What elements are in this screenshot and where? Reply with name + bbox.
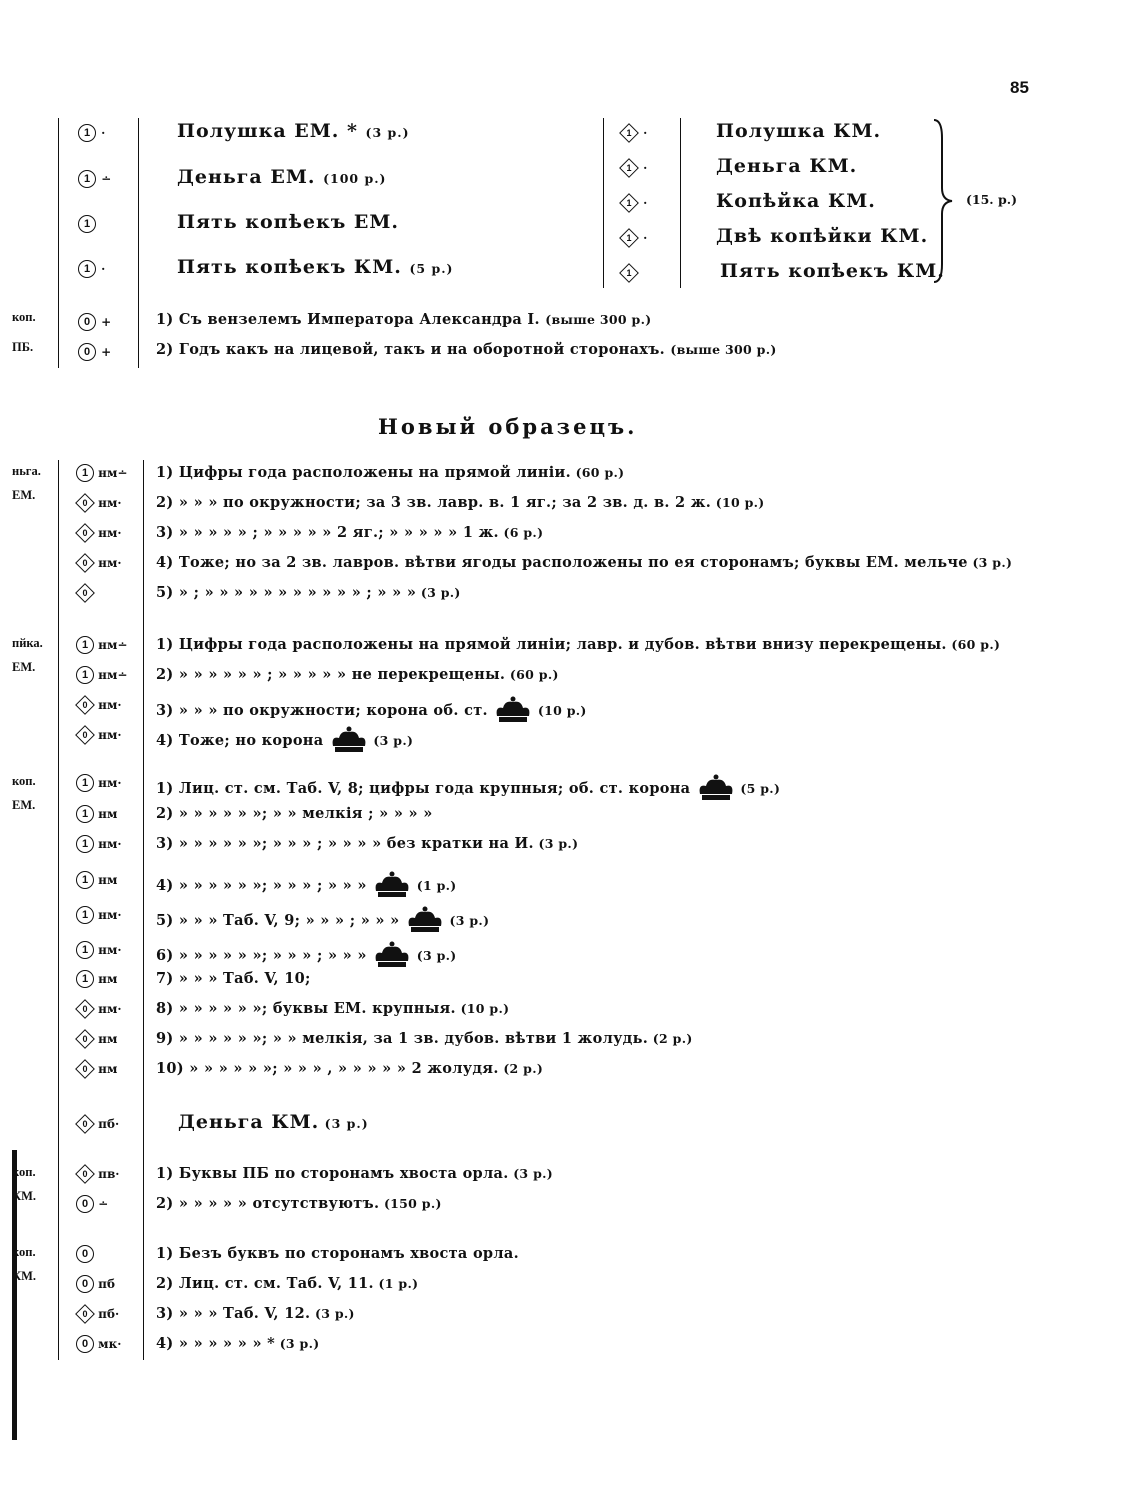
- circle-mark-icon: 1: [76, 871, 94, 889]
- left-label: ньга.: [12, 464, 41, 478]
- price-note: (3 р.): [416, 585, 461, 600]
- price-note: (5 р.): [735, 781, 781, 796]
- diamond-mark-icon: 0: [76, 554, 94, 572]
- left-label: коп.: [12, 310, 36, 324]
- mark: [76, 968, 117, 988]
- mark-code: нм: [94, 873, 118, 887]
- group-brace: [928, 118, 958, 284]
- mark: 1 ·: [78, 122, 105, 142]
- circle-mark-icon: 1: [76, 636, 94, 654]
- item-text: [156, 666, 559, 683]
- mark-code: пб: [94, 1277, 115, 1291]
- mark-code: нм·: [94, 943, 122, 957]
- item-text: [156, 584, 461, 601]
- left-label: ЕМ.: [12, 660, 36, 674]
- item-text: Пять копѣекъ КМ.: [720, 260, 945, 282]
- price-note: (60 р.): [946, 637, 1001, 652]
- mark: [76, 582, 94, 602]
- item-description: 1) Цифры года расположены на прямой линіи.: [156, 464, 571, 481]
- mark: [76, 939, 122, 959]
- diamond-mark-icon: 0: [76, 1030, 94, 1048]
- diamond-mark-icon: 0: [76, 524, 94, 542]
- item-description: 5) » » » Таб. V, 9; » » » ; » » »: [156, 912, 400, 929]
- mark: 1 ·: [620, 157, 647, 177]
- mark: [76, 904, 122, 924]
- price-note: (150 р.): [379, 1196, 442, 1211]
- item-description: 2) » » » » » » ; » » » » » не перекрещены.: [156, 666, 506, 683]
- left-label: коп.: [12, 1245, 36, 1259]
- item-text: [156, 1060, 543, 1077]
- item-text: [156, 1305, 355, 1322]
- item-description: 1) Буквы ПБ по сторонамъ хвоста орла.: [156, 1165, 509, 1182]
- mark-code: пб·: [94, 1307, 120, 1321]
- circle-mark-icon: 1: [76, 970, 94, 988]
- item-description: 1) Безъ буквъ по сторонамъ хвоста орла.: [156, 1245, 519, 1262]
- price-note: (3 р.): [319, 1116, 369, 1131]
- mark: [76, 492, 122, 512]
- item-text: [156, 554, 1012, 571]
- rule-mid: [138, 118, 139, 368]
- price-note: (60 р.): [570, 465, 625, 480]
- mark: 1 ·: [78, 258, 105, 278]
- mark-code: нм·: [94, 556, 122, 570]
- mark: 1 ·: [620, 192, 647, 212]
- circle-mark-icon: 0: [76, 1335, 94, 1353]
- price-note: (3 р.): [412, 948, 457, 963]
- price-note: (2 р.): [498, 1061, 544, 1076]
- diamond-mark-icon: 0: [76, 726, 94, 744]
- item-description: 9) » » » » » »; » » мелкія, за 1 зв. дубов. вѣтви 1 жолудь.: [156, 1030, 649, 1047]
- item-description: 3) » » » по окружности; корона об. ст.: [156, 702, 488, 719]
- mark: 1: [78, 213, 96, 233]
- left-label: ЕМ.: [12, 488, 36, 502]
- circle-mark-icon: 1: [76, 835, 94, 853]
- mark: [76, 869, 117, 889]
- item-description: 4) Тоже; но корона: [156, 732, 324, 749]
- mark-code: мк·: [94, 1337, 122, 1351]
- mark-code: нм·: [94, 526, 122, 540]
- item-text: [156, 835, 578, 852]
- mark: 1 ·: [620, 122, 647, 142]
- item-text: [156, 1275, 418, 1292]
- item-text: [156, 494, 765, 511]
- price-note: (10 р.): [455, 1001, 510, 1016]
- item-description: 8) » » » » » »; буквы ЕМ. крупныя.: [156, 1000, 456, 1017]
- mark: [76, 1333, 121, 1353]
- item-description: 10) » » » » » »; » » » , » » » » » 2 жолудя.: [156, 1060, 499, 1077]
- item-description: 7) » » » Таб. V, 10;: [156, 970, 311, 987]
- left-label: КМ.: [12, 1189, 36, 1203]
- price-note: (1 р.): [373, 1276, 419, 1291]
- item-title: Деньга КМ.: [178, 1111, 320, 1133]
- left-label: ЕМ.: [12, 798, 36, 812]
- mark: [76, 1163, 119, 1183]
- circle-mark-icon: 1: [76, 941, 94, 959]
- item-description: 1) Цифры года расположены на прямой линіи; лавр. и дубов. вѣтви внизу перекрещены.: [156, 636, 947, 653]
- mark: 0 +: [78, 311, 111, 331]
- item-text: [156, 524, 543, 541]
- mark: 0 +: [78, 341, 111, 361]
- item-text: Копѣйка КМ.: [716, 190, 876, 212]
- item-text: [156, 636, 1000, 653]
- mark-code: нм·: [94, 698, 122, 712]
- price-note: (3 р.): [533, 836, 579, 851]
- item-text: [156, 805, 433, 822]
- rule-left: [58, 118, 59, 368]
- mark: [76, 1028, 117, 1048]
- mark-code: нм·: [94, 1002, 122, 1016]
- mark: [76, 1273, 115, 1293]
- item-text: [156, 1000, 509, 1017]
- price-note: (3 р.): [275, 1336, 320, 1351]
- price-note: (10 р.): [533, 703, 587, 718]
- item-text: Пять копѣекъ ЕМ.: [177, 211, 400, 233]
- mark: [76, 833, 122, 853]
- item-description: 4) » » » » » » *: [156, 1335, 276, 1352]
- item-description: 2) » » » » » отсутствуютъ.: [156, 1195, 380, 1212]
- item-text: Деньга ЕМ. (100 р.): [177, 166, 387, 188]
- item-text: [156, 464, 624, 481]
- item-description: 4) » » » » » »; » » » ; » » »: [156, 877, 367, 894]
- item-text: [178, 1111, 369, 1133]
- item-text: [156, 1195, 442, 1212]
- item-text: [156, 1335, 319, 1352]
- item-description: 2) » » » » » »; » » мелкія ; » » » »: [156, 805, 433, 822]
- item-text: [156, 871, 457, 901]
- price-note: (6 р.): [498, 525, 544, 540]
- item-text: [156, 1165, 553, 1182]
- circle-mark-icon: 0: [76, 1275, 94, 1293]
- item-description: 3) » » » » » »; » » » ; » » » » без кратки на И.: [156, 835, 534, 852]
- section-title: Новый образецъ.: [378, 414, 638, 439]
- diamond-mark-icon: 0: [76, 1000, 94, 1018]
- price-note: (10 р.): [711, 495, 765, 510]
- mark: [76, 1113, 119, 1133]
- crown-icon: [696, 774, 736, 804]
- item-text: Деньга КМ.: [716, 155, 858, 177]
- item-text: Полушка КМ.: [716, 120, 882, 142]
- item-text: Полушка ЕМ. * (3 р.): [177, 120, 410, 142]
- mark: [76, 1303, 119, 1323]
- mark-code: нм: [94, 807, 118, 821]
- diamond-mark-icon: 0: [76, 1165, 94, 1183]
- circle-mark-icon: 1: [76, 906, 94, 924]
- item-text: [156, 696, 587, 726]
- mark: [76, 1058, 117, 1078]
- mark-code: пб·: [94, 1117, 120, 1131]
- item-text: Двѣ копѣйки КМ.: [716, 225, 929, 247]
- item-text: [156, 1245, 519, 1262]
- item-description: 3) » » » » » ; » » » » » 2 яг.; » » » » » 1 ж.: [156, 524, 499, 541]
- item-description: 2) Лиц. ст. см. Таб. V, 11.: [156, 1275, 374, 1292]
- price-note: (3 р.): [444, 913, 490, 928]
- left-label: ПБ.: [12, 340, 34, 354]
- mark-code: пв·: [94, 1167, 120, 1181]
- item-text: 1) Съ вензелемъ Императора Александра I. (выше 300 р.): [156, 311, 652, 328]
- item-text: [156, 941, 457, 971]
- mark-code: нм·: [94, 908, 122, 922]
- mark: 1 ∸: [78, 168, 111, 188]
- left-label: коп.: [12, 774, 36, 788]
- item-description: 5) » ; » » » » » » » » » » » ; » » »: [156, 584, 417, 601]
- mark-code: нм: [94, 972, 118, 986]
- circle-mark-icon: 1: [76, 464, 94, 482]
- price-note: (3 р.): [967, 555, 1013, 570]
- price-note: (3 р.): [508, 1166, 553, 1181]
- price-note: (60 р.): [505, 667, 559, 682]
- mark: [76, 1243, 94, 1263]
- item-text: [156, 970, 311, 987]
- mark: [76, 694, 122, 714]
- left-label: коп.: [12, 1165, 36, 1179]
- crown-icon: [372, 941, 412, 971]
- mark: [76, 772, 122, 792]
- mark: [76, 552, 122, 572]
- mark-code: нм∸: [94, 638, 128, 652]
- price-note: (3 р.): [310, 1306, 355, 1321]
- circle-mark-icon: 1: [76, 774, 94, 792]
- item-description: 1) Лиц. ст. см. Таб. V, 8; цифры года крупныя; об. ст. корона: [156, 780, 691, 797]
- item-description: 6) » » » » » »; » » » ; » » »: [156, 947, 367, 964]
- mark-code: ∸: [94, 1197, 109, 1211]
- crown-icon: [372, 871, 412, 901]
- crown-icon: [405, 906, 445, 936]
- diamond-mark-icon: 0: [76, 494, 94, 512]
- mark: [76, 803, 117, 823]
- mark: [76, 634, 127, 654]
- diamond-mark-icon: 0: [76, 1060, 94, 1078]
- item-description: 4) Тоже; но за 2 зв. лавров. вѣтви ягоды расположены по ея сторонамъ; буквы ЕМ. мельче: [156, 554, 968, 571]
- item-text: 2) Годъ какъ на лицевой, такъ и на оборотной сторонахъ. (выше 300 р.): [156, 341, 777, 358]
- rule-right-a: [603, 118, 604, 288]
- circle-mark-icon: 1: [76, 805, 94, 823]
- item-text: [156, 774, 780, 804]
- mark: [76, 664, 127, 684]
- rule-lower-left: [58, 460, 59, 1360]
- page-number: 85: [1010, 78, 1029, 97]
- mark: [76, 724, 122, 744]
- mark: [76, 1193, 108, 1213]
- diamond-mark-icon: 0: [76, 584, 94, 602]
- rule-right-b: [680, 118, 681, 288]
- mark-code: нм∸: [94, 466, 128, 480]
- mark: [76, 522, 122, 542]
- item-text: [156, 1030, 693, 1047]
- mark-code: нм·: [94, 496, 122, 510]
- group-note: (15. р.): [966, 192, 1018, 207]
- mark: [76, 998, 122, 1018]
- diamond-mark-icon: 0: [76, 1115, 94, 1133]
- rule-lower-mid: [143, 460, 144, 1360]
- mark: 1 ·: [620, 227, 647, 247]
- crown-icon: [329, 726, 369, 756]
- mark-code: нм: [94, 1062, 118, 1076]
- diamond-mark-icon: 0: [76, 1305, 94, 1323]
- item-text: [156, 726, 413, 756]
- item-description: 2) » » » по окружности; за 3 зв. лавр. в. 1 яг.; за 2 зв. д. в. 2 ж.: [156, 494, 712, 511]
- item-text: [156, 906, 489, 936]
- crown-icon: [493, 696, 533, 726]
- mark: 1: [620, 262, 638, 282]
- mark-code: нм·: [94, 728, 122, 742]
- price-note: (3 р.): [368, 733, 414, 748]
- price-note: (1 р.): [412, 878, 457, 893]
- mark-code: нм·: [94, 837, 122, 851]
- diamond-mark-icon: 0: [76, 696, 94, 714]
- circle-mark-icon: 1: [76, 666, 94, 684]
- left-label: КМ.: [12, 1269, 36, 1283]
- mark-code: нм·: [94, 776, 122, 790]
- circle-mark-icon: 0: [76, 1195, 94, 1213]
- mark: [76, 462, 127, 482]
- circle-mark-icon: 0: [76, 1245, 94, 1263]
- left-label: пйка.: [12, 636, 43, 650]
- mark-code: нм: [94, 1032, 118, 1046]
- item-text: Пять копѣекъ КМ. (5 р.): [177, 256, 454, 278]
- mark-code: нм∸: [94, 668, 128, 682]
- price-note: (2 р.): [648, 1031, 693, 1046]
- item-description: 3) » » » Таб. V, 12.: [156, 1305, 311, 1322]
